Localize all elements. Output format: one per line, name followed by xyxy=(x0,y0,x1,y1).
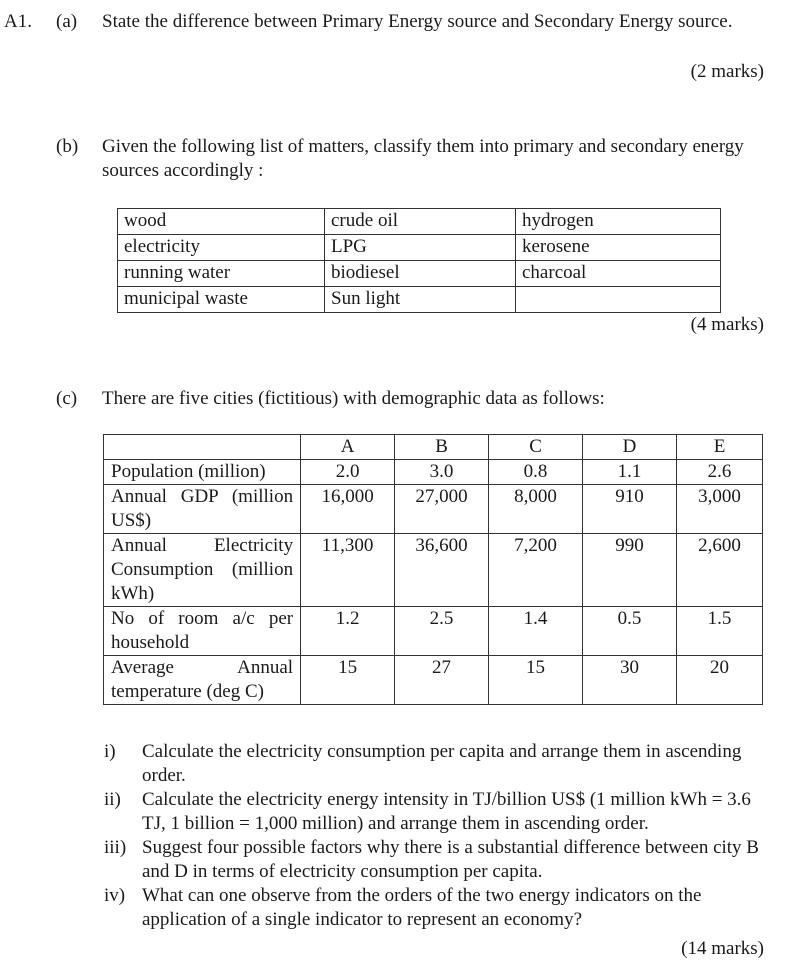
table-cell: 990 xyxy=(583,534,677,607)
part-a-label: (a) xyxy=(56,11,78,32)
part-b-label: (b) xyxy=(56,136,79,157)
sub-question-list xyxy=(104,740,772,932)
matter-row xyxy=(118,235,721,261)
table-cell: 11,300 xyxy=(301,534,395,607)
sub-question-number: ii) xyxy=(104,789,121,810)
table-cell: 20 xyxy=(677,656,763,705)
matter-row xyxy=(118,287,721,313)
table-cell: 30 xyxy=(583,656,677,705)
header-cell: B xyxy=(395,435,489,460)
header-cell: D xyxy=(583,435,677,460)
table-row xyxy=(104,534,763,607)
table-cell: 8,000 xyxy=(489,485,583,534)
part-a-marks: (2 marks) xyxy=(690,61,764,82)
table-cell: 1.2 xyxy=(301,607,395,656)
table-cell: 1.4 xyxy=(489,607,583,656)
table-cell: 910 xyxy=(583,485,677,534)
matter-cell: charcoal xyxy=(516,261,721,287)
matter-cell: kerosene xyxy=(516,235,721,261)
matter-cell: LPG xyxy=(325,235,516,261)
header-cell xyxy=(104,435,301,460)
table-cell: 15 xyxy=(301,656,395,705)
matter-cell: Sun light xyxy=(325,287,516,313)
table-cell: 2.5 xyxy=(395,607,489,656)
row-label: Population (million) xyxy=(104,460,301,485)
city-data-table xyxy=(103,434,763,705)
matter-table xyxy=(117,208,721,313)
row-label: Average Annual temperature (deg C) xyxy=(104,656,301,705)
sub-question-number: iv) xyxy=(104,885,126,906)
part-b-marks: (4 marks) xyxy=(690,314,764,335)
table-cell: 2,600 xyxy=(677,534,763,607)
table-cell: 36,600 xyxy=(395,534,489,607)
header-cell: A xyxy=(301,435,395,460)
matter-cell: biodiesel xyxy=(325,261,516,287)
part-c-marks: (14 marks) xyxy=(681,938,764,959)
row-label: No of room a/c per household xyxy=(104,607,301,656)
table-cell: 27 xyxy=(395,656,489,705)
table-cell: 16,000 xyxy=(301,485,395,534)
sub-question-number: i) xyxy=(104,741,116,762)
header-cell: E xyxy=(677,435,763,460)
matter-cell: municipal waste xyxy=(118,287,325,313)
part-a-text: State the difference between Primary Energy source and Secondary Energy source. xyxy=(102,11,733,32)
sub-question xyxy=(104,740,772,788)
table-cell: 15 xyxy=(489,656,583,705)
table-cell: 1.5 xyxy=(677,607,763,656)
matter-cell: running water xyxy=(118,261,325,287)
row-label: Annual Electricity Consumption (million kWh) xyxy=(104,534,301,607)
table-row xyxy=(104,460,763,485)
matter-cell: crude oil xyxy=(325,209,516,235)
matter-row xyxy=(118,261,721,287)
part-b-text: Given the following list of matters, classify them into primary and secondary energy sources accordingly : xyxy=(102,136,744,181)
question-number: A1. xyxy=(4,11,32,32)
table-row xyxy=(104,485,763,534)
sub-question-text: Calculate the electricity consumption per capita and arrange them in ascending order. xyxy=(142,741,742,786)
part-c-label: (c) xyxy=(56,388,78,409)
table-cell: 7,200 xyxy=(489,534,583,607)
header-cell: C xyxy=(489,435,583,460)
sub-question xyxy=(104,788,772,836)
matter-cell: wood xyxy=(118,209,325,235)
sub-question xyxy=(104,884,772,932)
table-cell: 1.1 xyxy=(583,460,677,485)
table-cell: 0.5 xyxy=(583,607,677,656)
sub-question-text: Suggest four possible factors why there is a substantial difference between city B and D in terms of electricity consumption per capita. xyxy=(142,837,759,882)
table-cell: 0.8 xyxy=(489,460,583,485)
table-cell: 2.0 xyxy=(301,460,395,485)
matter-cell xyxy=(516,287,721,313)
table-header-row xyxy=(104,435,763,460)
matter-row xyxy=(118,209,721,235)
sub-question-text: Calculate the electricity energy intensity in TJ/billion US$ (1 million kWh = 3.6 TJ, 1 billion = 1,000 million) and arrange them in ascending order. xyxy=(142,789,751,834)
sub-question-number: iii) xyxy=(104,837,127,858)
sub-question-text: What can one observe from the orders of the two energy indicators on the application of a single indicator to represent an economy? xyxy=(142,885,702,930)
matter-cell: hydrogen xyxy=(516,209,721,235)
matter-cell: electricity xyxy=(118,235,325,261)
row-label: Annual GDP (million US$) xyxy=(104,485,301,534)
table-cell: 2.6 xyxy=(677,460,763,485)
sub-question xyxy=(104,836,772,884)
part-c-text: There are five cities (fictitious) with demographic data as follows: xyxy=(102,388,605,409)
table-cell: 3.0 xyxy=(395,460,489,485)
table-cell: 27,000 xyxy=(395,485,489,534)
table-cell: 3,000 xyxy=(677,485,763,534)
table-row xyxy=(104,607,763,656)
table-row xyxy=(104,656,763,705)
